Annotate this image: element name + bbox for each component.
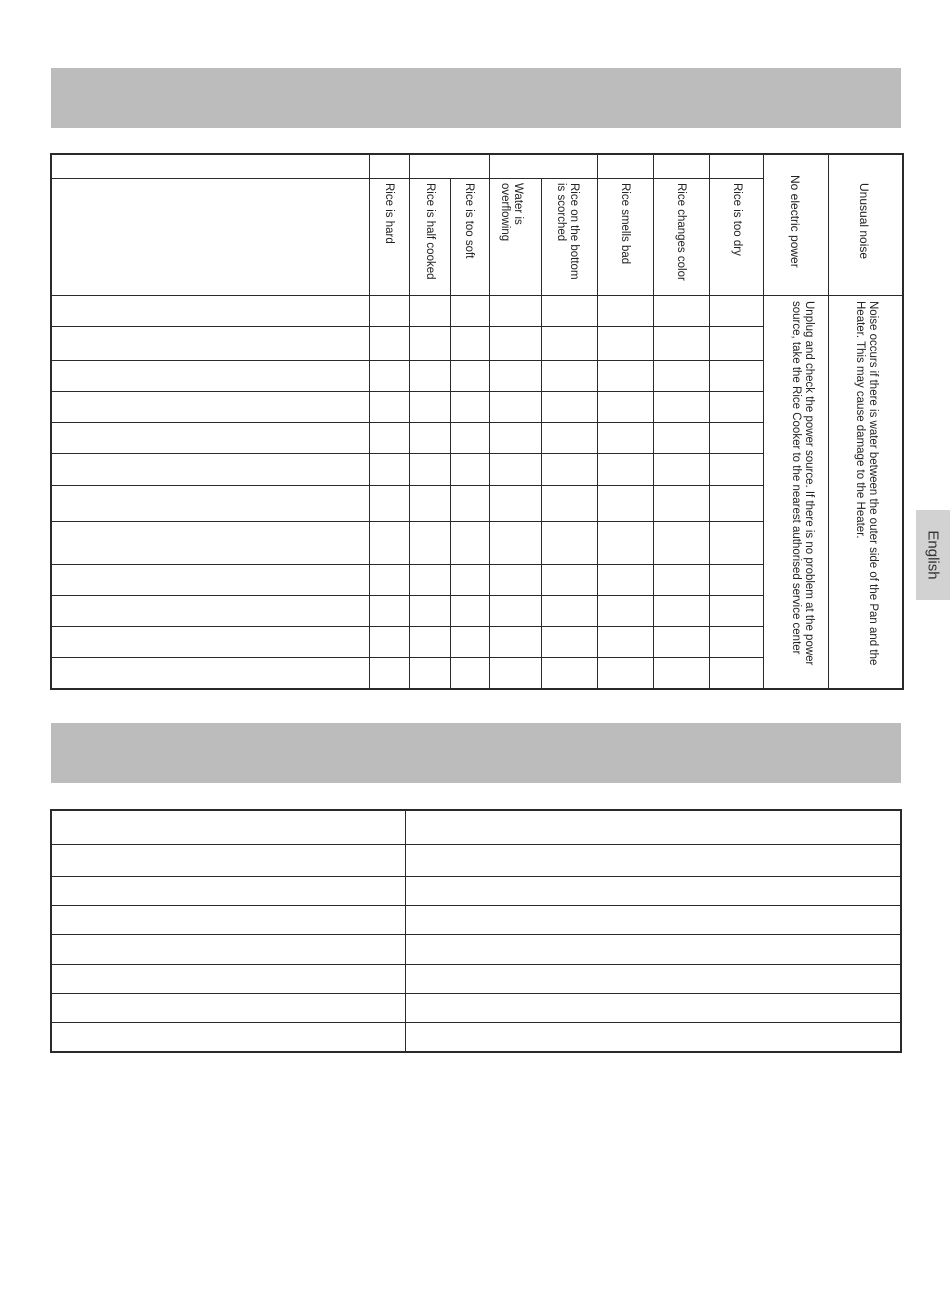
- symptom-water-overflowing: Water is overflowing: [499, 183, 524, 242]
- symptom-no-power: No electric power: [788, 175, 802, 268]
- symptom-rice-smells-bad: Rice smells bad: [619, 183, 631, 265]
- language-tab-label: English: [924, 530, 942, 580]
- section-header-bar-2: [51, 723, 901, 783]
- no-power-solution: Unplug and check the power source. If there is no problem at the power source, take the Rice Cooker to the nearest authorised service center: [790, 301, 815, 666]
- language-tab[interactable]: [916, 510, 950, 600]
- symptom-rice-changes-color: Rice changes color: [675, 183, 687, 281]
- section-header-bar-1: [51, 68, 901, 128]
- symptom-rice-half-cooked: Rice is half cooked: [424, 183, 436, 280]
- symptom-unusual-noise: Unusual noise: [857, 183, 871, 260]
- symptom-rice-too-soft: Rice is too soft: [463, 183, 475, 259]
- symptom-rice-too-dry: Rice is too dry: [731, 183, 743, 256]
- unusual-noise-solution: Noise occurs if there is water between the outer side of the Pan and the Heater. This may cause damage to the Heater.: [854, 301, 879, 666]
- symptom-rice-hard: Rice is hard: [383, 183, 395, 244]
- symptom-bottom-scorched: Rice on the bottom is scorched: [555, 183, 580, 280]
